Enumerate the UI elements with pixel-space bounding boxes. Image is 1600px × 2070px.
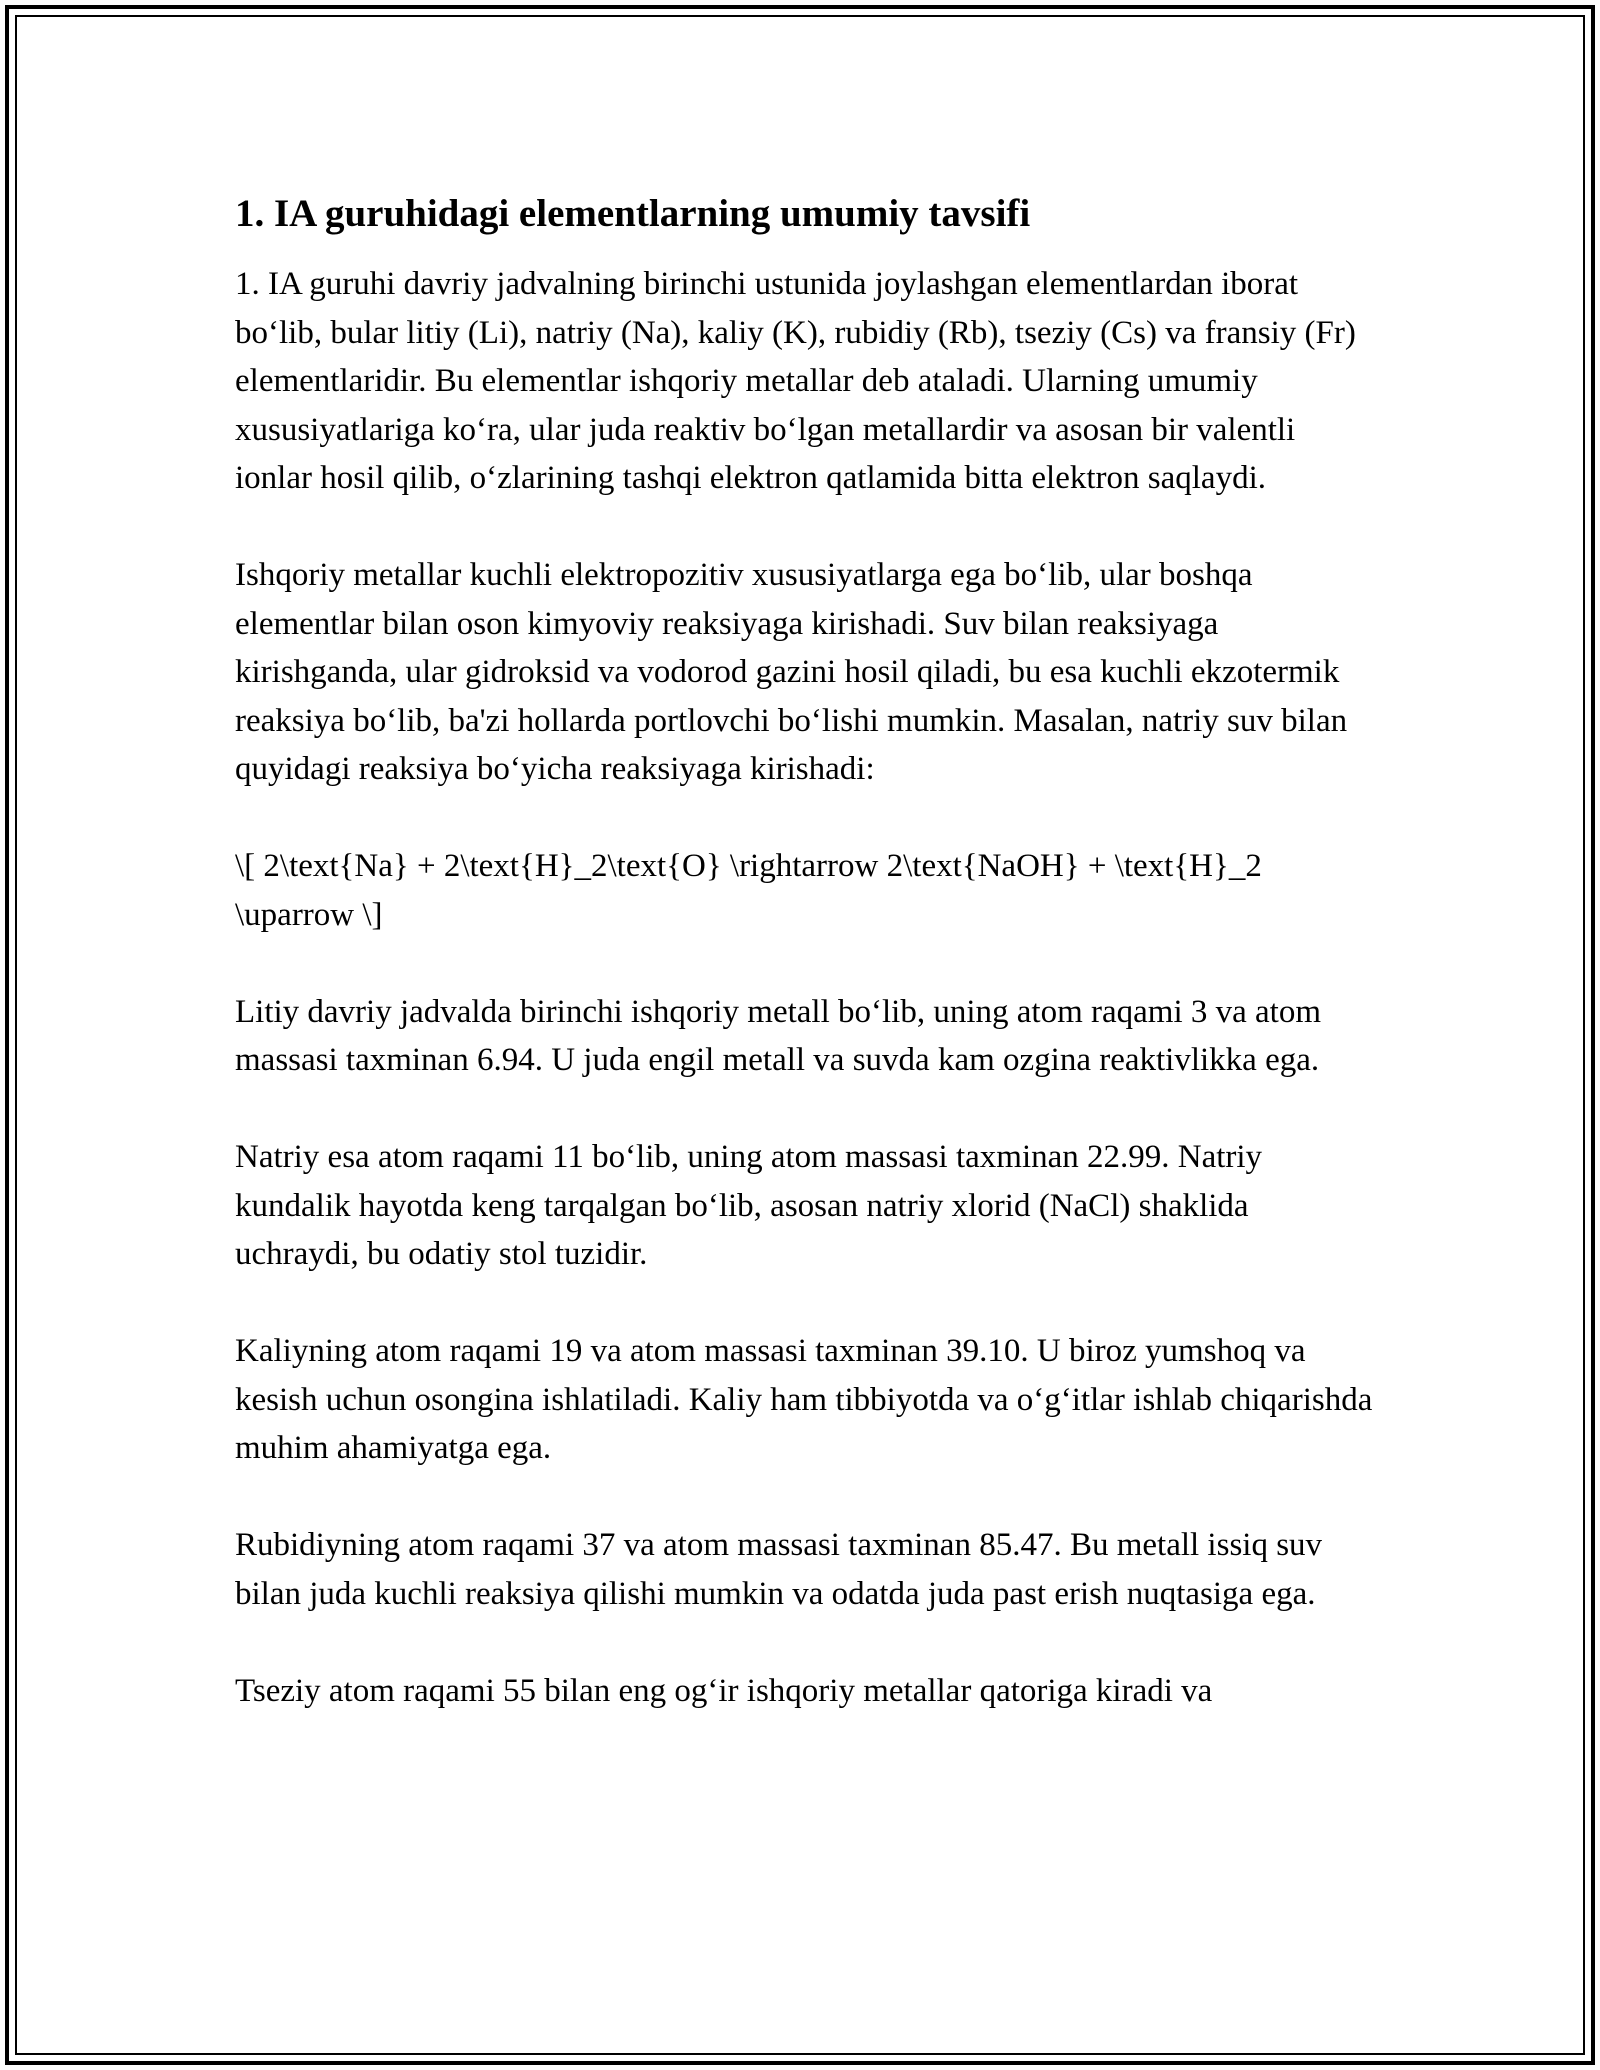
paragraph-lithium: Litiy davriy jadvalda birinchi ishqoriy metall bo‘lib, uning atom raqami 3 va atom massasi taxminan 6.94. U juda engil metall va suvda kam ozgina reaktivlikka ega.	[235, 993, 1322, 1078]
paragraph-cesium: Tseziy atom raqami 55 bilan eng og‘ir ishqoriy metallar qatoriga kiradi va	[235, 1672, 1213, 1709]
paragraph-ia-group-intro: 1. IA guruhi davriy jadvalning birinchi ustunida joylashgan elementlardan iborat bo‘lib, bular litiy (Li), natriy (Na), kaliy (K), rubidiy (Rb), tseziy (Cs) va fransiy (Fr) elementlaridir. Bu elementlar ishqoriy metallar deb ataladi. Ularning umumiy xususiyatlariga ko‘ra, ular juda reaktiv bo‘lgan metallardir va asosan bir valentli ionlar hosil qilib, o‘zlarining tashqi elektron qatlamida bitta elektron saqlaydi.	[235, 266, 1356, 496]
paragraph-potassium: Kaliyning atom raqami 19 va atom massasi taxminan 39.10. U biroz yumshoq va kesish uchun osongina ishlatiladi. Kaliy ham tibbiyotda va o‘g‘itlar ishlab chiqarishda muhim ahamiyatga ega.	[235, 1333, 1373, 1466]
document-title: 1. IA guruhidagi elementlarning umumiy tavsifi	[235, 192, 1031, 235]
paragraph-reaction-equation: \[ 2\text{Na} + 2\text{H}_2\text{O} \rightarrow 2\text{NaOH} + \text{H}_2 \uparrow \]	[235, 848, 1262, 933]
paragraph-rubidium: Rubidiyning atom raqami 37 va atom massasi taxminan 85.47. Bu metall issiq suv bilan juda kuchli reaksiya qilishi mumkin va odatda juda past erish nuqtasiga ega.	[235, 1527, 1323, 1612]
paragraph-alkali-reactivity: Ishqoriy metallar kuchli elektropozitiv xususiyatlarga ega bo‘lib, ular boshqa elementlar bilan oson kimyoviy reaksiyaga kirishadi. Suv bilan reaksiyaga kirishganda, ular gidroksid va vodorod gazini hosil qiladi, bu esa kuchli ekzotermik reaksiya bo‘lib, ba'zi hollarda portlovchi bo‘lishi mumkin. Masalan, natriy suv bilan quyidagi reaksiya bo‘yicha reaksiyaga kirishadi:	[235, 557, 1348, 787]
paragraph-sodium: Natriy esa atom raqami 11 bo‘lib, uning atom massasi taxminan 22.99. Natriy kundalik hayotda keng tarqalgan bo‘lib, asosan natriy xlorid (NaCl) shaklida uchraydi, bu odatiy stol tuzidir.	[235, 1139, 1263, 1272]
document-body	[235, 188, 1375, 1764]
